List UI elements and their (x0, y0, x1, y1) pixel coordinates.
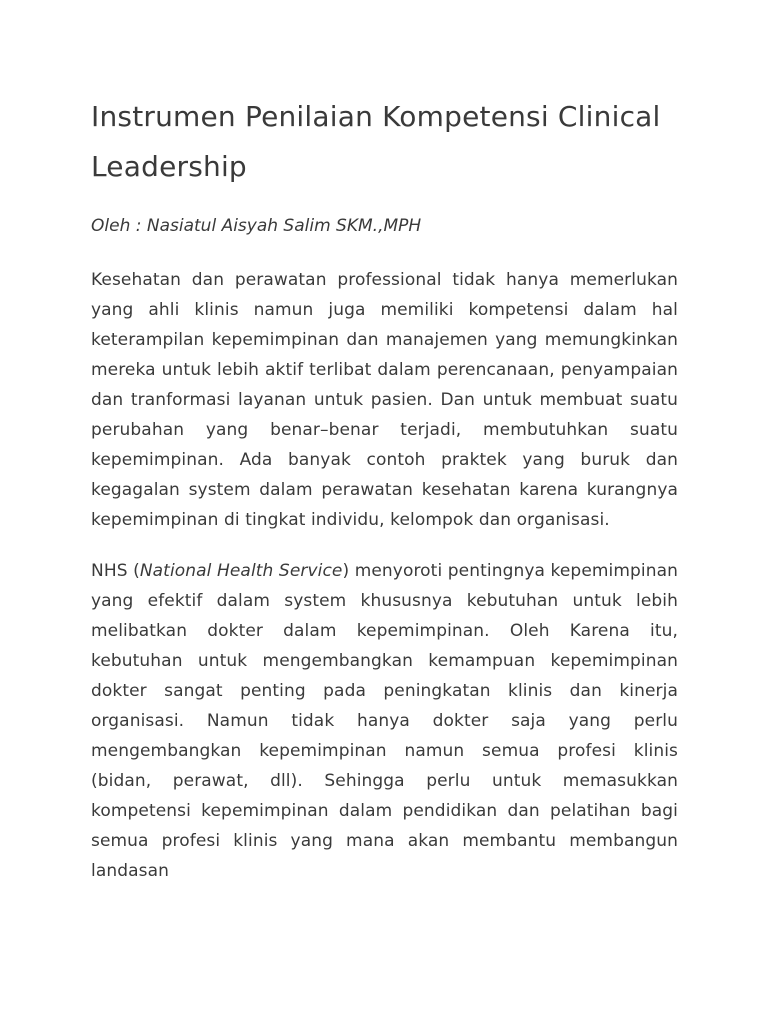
author-line: Oleh : Nasiatul Aisyah Salim SKM.,MPH (91, 216, 422, 236)
document-body (91, 92, 678, 886)
paragraph-2-italic: National Health Service (139, 561, 343, 581)
paragraph-2-rest: ) menyoroti pentingnya kepemimpinan yang efektif dalam system khususnya kebutuhan untuk lebih melibatkan dokter dalam kepemimpinan. Oleh Karena itu, kebutuhan untuk mengembangkan kemampuan kepemimpinan dokter sangat penting pada peningkatan klinis dan kinerja organisasi. Namun tidak hanya dokter saja yang perlu mengembangkan kepemimpinan namun semua profesi klinis (bidan, perawat, dll). Sehingga perlu untuk memasukkan kompetensi kepemimpinan dalam pendidikan dan pelatihan bagi semua profesi klinis yang mana akan membantu membangun landasan (91, 561, 678, 881)
document-title: Instrumen Penilaian Kompetensi Clinical Leadership (91, 100, 661, 183)
paragraph-2-start: NHS ( (91, 561, 140, 581)
paragraph-1: Kesehatan dan perawatan professional tidak hanya memerlukan yang ahli klinis namun juga memiliki kompetensi dalam hal keterampilan kepemimpinan dan manajemen yang memungkinkan mereka untuk lebih aktif terlibat dalam perencanaan, penyampaian dan tranformasi layanan untuk pasien. Dan untuk membuat suatu perubahan yang benar–benar terjadi, membutuhkan suatu kepemimpinan. Ada banyak contoh praktek yang buruk dan kegagalan system dalam perawatan kesehatan karena kurangnya kepemimpinan di tingkat individu, kelompok dan organisasi. (91, 270, 678, 530)
paragraph-2 (91, 556, 678, 886)
